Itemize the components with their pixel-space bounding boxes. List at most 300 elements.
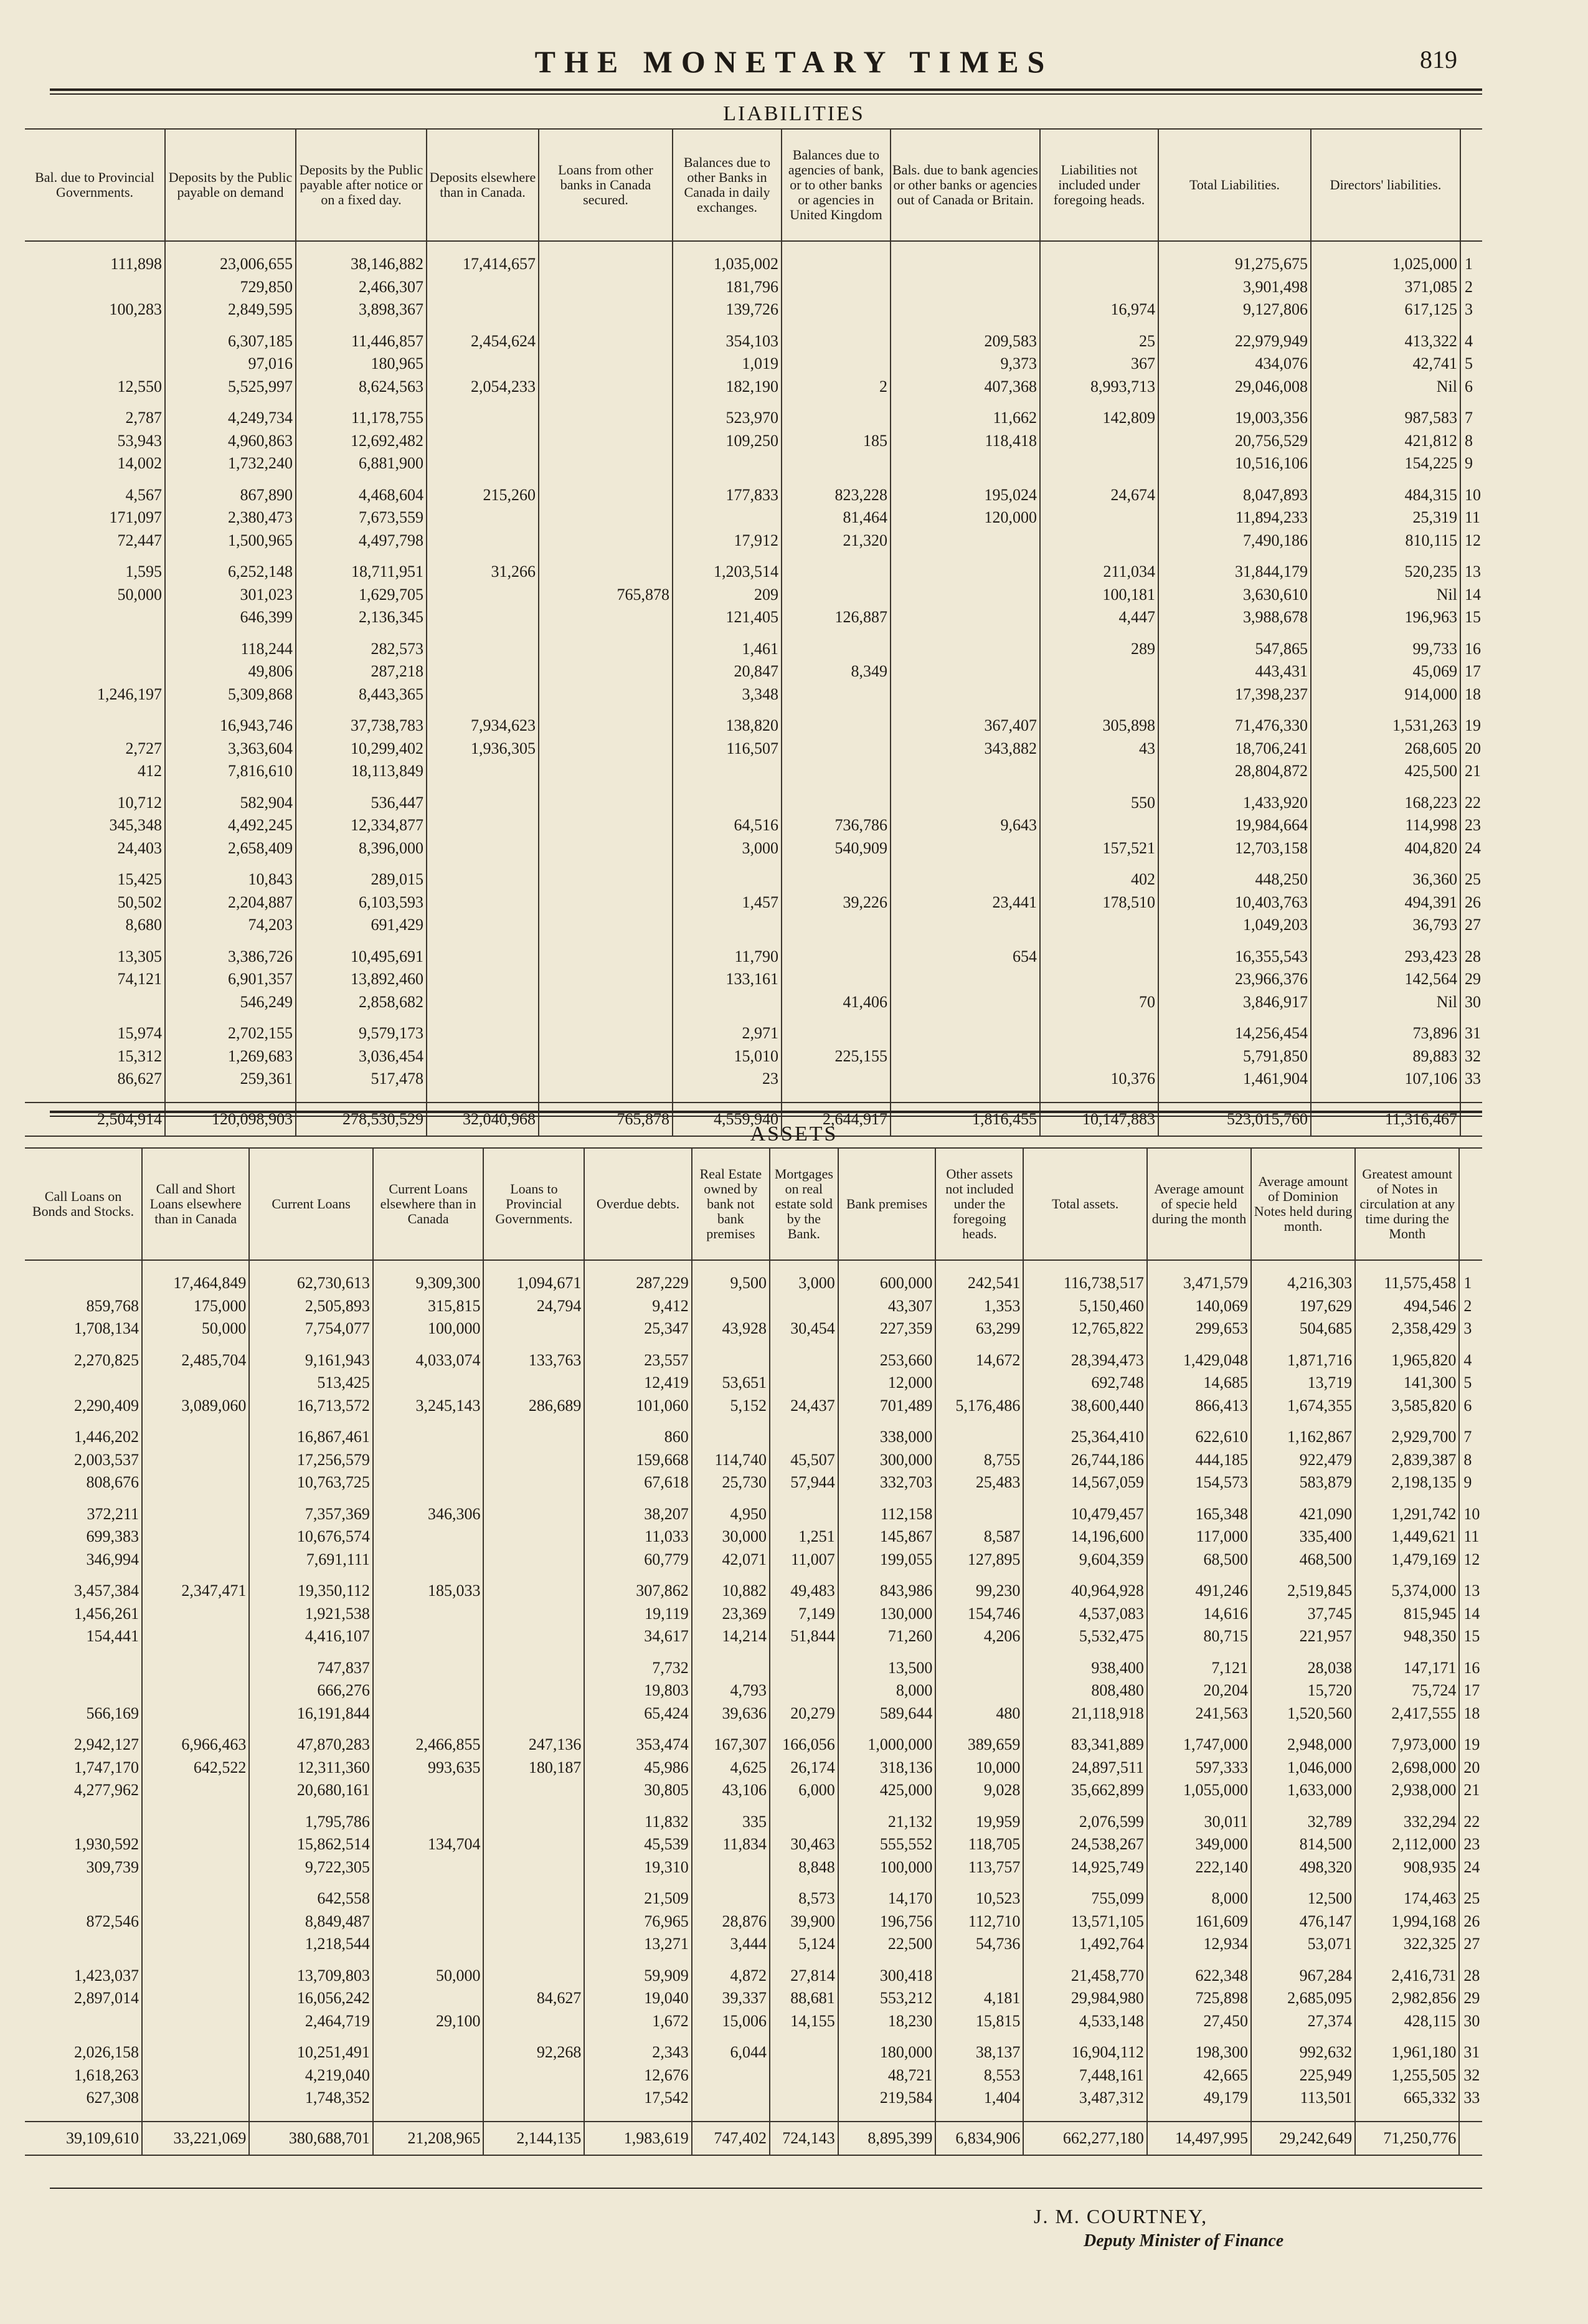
liabilities-cell [539,991,673,1014]
liabilities-cell: 434,076 [1158,353,1311,376]
liabilities-cell: 120,000 [891,506,1040,529]
gap-cell [891,398,1040,407]
liabilities-cell: 15,974 [25,1022,165,1045]
gap-cell [249,1417,372,1426]
assets-cell: 5,152 [692,1395,770,1418]
assets-cell: 71,260 [838,1625,936,1648]
liabilities-column-header: Deposits by the Public payable after notice or on a fixed day. [296,129,427,241]
assets-cell: 76,965 [584,1910,691,1933]
liabilities-cell: 1,457 [673,891,782,914]
liabilities-cell [427,298,539,321]
assets-cell: 566,169 [25,1702,142,1725]
gap-cell [296,1013,427,1022]
liabilities-cell: 10,376 [1040,1068,1158,1091]
liabilities-cell: 1,629,705 [296,584,427,607]
liabilities-cell [782,914,891,937]
liabilities-cell: 109,250 [673,430,782,453]
assets-cell: 1,633,000 [1251,1779,1355,1802]
row-number: 2 [1463,1296,1472,1315]
liabilities-cell: 41,406 [782,991,891,1014]
assets-cell: 13,709,803 [249,1965,372,1988]
assets-cell: 622,610 [1147,1426,1251,1449]
assets-cell: 84,627 [483,1987,584,2010]
assets-cell: 504,685 [1251,1317,1355,1340]
liabilities-column-header: Deposits by the Public payable on demand [165,129,296,241]
liabilities-cell: 413,322 [1311,330,1460,353]
gap-cell [1040,321,1158,330]
assets-cell: 1,965,820 [1355,1349,1459,1372]
gap-cell [373,1956,484,1965]
liabilities-cell: 31,266 [427,561,539,584]
row-number: 4 [1463,1350,1472,1369]
liabilities-cell [427,683,539,706]
assets-total-cell: 39,109,610 [25,2122,142,2155]
row-number: 28 [1465,947,1481,965]
liabilities-column-header: Bal. due to Provincial Governments. [25,129,165,241]
assets-cell [935,1372,1023,1395]
liabilities-row [25,638,1482,661]
assets-cell: 1,479,169 [1355,1549,1459,1572]
gap-cell [692,1725,770,1734]
liabilities-cell: 289,015 [296,868,427,891]
spacer-cell [539,1091,673,1103]
assets-cell: 19,803 [584,1679,691,1702]
gap-cell [1460,937,1482,946]
assets-cell: 21,458,770 [1023,1965,1146,1988]
assets-cell [142,1503,249,1526]
assets-cell [373,2087,484,2110]
liabilities-cell: 99,733 [1311,638,1460,661]
gap-cell [25,1648,142,1657]
assets-cell: 9,722,305 [249,1856,372,1879]
assets-cell: 34,617 [584,1625,691,1648]
liabilities-cell: 107,106 [1311,1068,1460,1091]
gap-cell [1311,860,1460,868]
assets-cell: 30,805 [584,1779,691,1802]
gap-cell [1023,2032,1146,2041]
assets-cell: 583,879 [1251,1471,1355,1494]
gap-cell [891,937,1040,946]
assets-total-cell: 71,250,776 [1355,2122,1459,2155]
assets-cell: 21,132 [838,1811,936,1834]
liabilities-cell: 50,502 [25,891,165,914]
gap-cell [373,1879,484,1887]
liabilities-cell [782,584,891,607]
assets-cell: 597,333 [1147,1757,1251,1780]
assets-cell: 45,507 [770,1449,838,1472]
gap-cell [1040,1013,1158,1022]
gap-cell [1460,1013,1482,1022]
spacer-cell [838,1260,936,1272]
assets-cell [483,1657,584,1680]
assets-row [25,1965,1482,1988]
gap-cell [25,937,165,946]
gap-cell [1460,552,1482,561]
assets-row [25,1603,1482,1626]
assets-cell [483,1603,584,1626]
assets-cell [142,1449,249,1472]
row-number: 1 [1463,1274,1472,1292]
assets-total-cell: 747,402 [692,2122,770,2155]
assets-cell: 3,444 [692,1933,770,1956]
assets-cell: 480 [935,1702,1023,1725]
liabilities-cell [782,792,891,815]
liabilities-cell: 21,320 [782,529,891,553]
gap-cell [142,1340,249,1349]
liabilities-cell [539,330,673,353]
liabilities-cell: 547,865 [1158,638,1311,661]
liabilities-cell: 15,425 [25,868,165,891]
gap-cell [1459,2032,1482,2041]
assets-cell: 165,348 [1147,1503,1251,1526]
assets-total-cell: 1,983,619 [584,2122,691,2155]
assets-cell: 7,121 [1147,1657,1251,1680]
assets-row [25,1757,1482,1780]
gap-cell [25,629,165,638]
liabilities-cell [673,868,782,891]
gap-cell [249,2032,372,2041]
liabilities-cell: 38,146,882 [296,253,427,276]
liabilities-row [25,683,1482,706]
liabilities-cell [427,529,539,553]
assets-cell: 627,308 [25,2087,142,2110]
assets-cell: 241,563 [1147,1702,1251,1725]
group-gap [25,1417,1482,1426]
assets-cell: 2,347,471 [142,1580,249,1603]
assets-cell: 65,424 [584,1702,691,1725]
assets-cell: 1,961,180 [1355,2041,1459,2064]
spacer-cell [483,1260,584,1272]
gap-cell [1355,1725,1459,1734]
liabilities-cell: 987,583 [1311,407,1460,430]
assets-cell: 372,211 [25,1503,142,1526]
spacer-cell [249,2110,372,2122]
liabilities-cell: 181,796 [673,276,782,299]
liabilities-cell: 139,726 [673,298,782,321]
liabilities-cell [673,760,782,783]
liabilities-row [25,792,1482,815]
liabilities-cell: 126,887 [782,606,891,629]
liabilities-row [25,353,1482,376]
gap-cell [249,1571,372,1580]
assets-cell: 1,618,263 [25,2064,142,2087]
liabilities-row [25,330,1482,353]
gap-cell [838,1417,936,1426]
liabilities-cell: 5,791,850 [1158,1045,1311,1068]
spacer-cell [142,2110,249,2122]
row-number: 25 [1465,870,1481,888]
gap-cell [1158,321,1311,330]
liabilities-cell: 2,787 [25,407,165,430]
liabilities-cell: 425,500 [1311,760,1460,783]
assets-cell: 1,520,560 [1251,1702,1355,1725]
liabilities-cell: 8,396,000 [296,837,427,860]
gap-cell [165,937,296,946]
gap-cell [1459,1571,1482,1580]
gap-cell [770,1417,838,1426]
gap-cell [1040,937,1158,946]
row-number: 18 [1463,1704,1480,1722]
row-number: 10 [1465,485,1481,504]
liabilities-cell [539,1045,673,1068]
liabilities-total-cell: 1,816,455 [891,1103,1040,1136]
assets-cell: 444,185 [1147,1449,1251,1472]
assets-cell: 113,757 [935,1856,1023,1879]
gap-cell [1355,1417,1459,1426]
liabilities-cell: 23,441 [891,891,1040,914]
assets-cell: 2,519,845 [1251,1580,1355,1603]
gap-cell [142,1417,249,1426]
row-number: 27 [1463,1935,1480,1953]
gap-cell [249,1956,372,1965]
assets-cell [373,2041,484,2064]
assets-cell: 25,347 [584,1317,691,1340]
assets-cell: 32,789 [1251,1811,1355,1834]
assets-cell: 8,755 [935,1449,1023,1472]
liabilities-cell [25,991,165,1014]
assets-cell: 21,118,918 [1023,1702,1146,1725]
gap-cell [838,2032,936,2041]
gap-cell [539,706,673,714]
assets-cell [142,1702,249,1725]
assets-cell [483,1317,584,1340]
assets-cell: 3,089,060 [142,1395,249,1418]
gap-cell [838,1956,936,1965]
liabilities-cell [1040,253,1158,276]
liabilities-cell: 8,680 [25,914,165,937]
gap-cell [296,398,427,407]
liabilities-row [25,484,1482,507]
gap-cell [1147,1956,1251,1965]
liabilities-total-cell: 2,644,917 [782,1103,891,1136]
assets-cell: 859,768 [25,1295,142,1318]
liabilities-cell: 73,896 [1311,1022,1460,1045]
liabilities-cell [1040,946,1158,969]
liabilities-cell: 74,121 [25,968,165,991]
liabilities-cell [539,837,673,860]
row-number: 15 [1463,1627,1480,1645]
row-number: 11 [1463,1527,1480,1545]
assets-cell: 287,229 [584,1272,691,1295]
liabilities-cell: 2,658,409 [165,837,296,860]
assets-cell: 553,212 [838,1987,936,2010]
liabilities-cell [782,1068,891,1091]
assets-cell [373,1426,484,1449]
gap-cell [142,1571,249,1580]
gap-cell [1023,1879,1146,1887]
row-number: 15 [1465,608,1481,626]
liabilities-cell: 11,178,755 [296,407,427,430]
liabilities-cell [891,660,1040,683]
assets-cell: 2,026,158 [25,2041,142,2064]
assets-cell: 338,000 [838,1426,936,1449]
assets-cell: 2,112,000 [1355,1833,1459,1856]
liabilities-cell [891,276,1040,299]
assets-cell: 555,552 [838,1833,936,1856]
assets-cell: 28,394,473 [1023,1349,1146,1372]
liabilities-row [25,276,1482,299]
gap-cell [373,1725,484,1734]
assets-cell: 6,000 [770,1779,838,1802]
gap-cell [1147,1802,1251,1811]
assets-cell [142,1549,249,1572]
assets-cell: 815,945 [1355,1603,1459,1626]
assets-cell [483,1779,584,1802]
gap-cell [1355,1802,1459,1811]
liabilities-cell: 86,627 [25,1068,165,1091]
assets-cell [770,2041,838,2064]
gap-cell [782,706,891,714]
gap-cell [483,1725,584,1734]
liabilities-total-cell: 10,147,883 [1040,1103,1158,1136]
assets-cell: 1,708,134 [25,1317,142,1340]
row-number: 14 [1465,585,1481,604]
assets-cell [142,1987,249,2010]
assets-total-cell: 33,221,069 [142,2122,249,2155]
assets-cell: 8,573 [770,1887,838,1910]
gap-cell [770,2032,838,2041]
liabilities-cell [1040,1022,1158,1045]
assets-cell: 16,867,461 [249,1426,372,1449]
gap-cell [1158,783,1311,792]
assets-cell: 808,480 [1023,1679,1146,1702]
row-number: 30 [1465,992,1481,1011]
gap-cell [891,321,1040,330]
liabilities-cell: 53,943 [25,430,165,453]
assets-column-header: Call Loans on Bonds and Stocks. [25,1148,142,1260]
liabilities-body [25,241,1482,1136]
gap-cell [539,552,673,561]
liabilities-cell: 367 [1040,353,1158,376]
gap-cell [935,1725,1023,1734]
gap-cell [25,1013,165,1022]
liabilities-cell: 11,662 [891,407,1040,430]
assets-cell: 2,466,855 [373,1734,484,1757]
gap-cell [1158,475,1311,484]
spacer-cell [1158,241,1311,253]
liabilities-cell: 211,034 [1040,561,1158,584]
assets-cell [373,1657,484,1680]
assets-cell: 4,206 [935,1625,1023,1648]
gap-cell [427,860,539,868]
gap-cell [1040,629,1158,638]
assets-total-cell: 662,277,180 [1023,2122,1146,2155]
assets-cell: 101,060 [584,1395,691,1418]
gap-cell [838,1725,936,1734]
liabilities-cell [539,561,673,584]
assets-cell: 19,040 [584,1987,691,2010]
gap-cell [25,398,165,407]
assets-cell: 2,464,719 [249,2010,372,2033]
liabilities-cell [25,638,165,661]
assets-cell [142,2064,249,2087]
group-gap [25,629,1482,638]
assets-cell [142,1657,249,1680]
liabilities-cell [673,991,782,1014]
spacer-cell [25,241,165,253]
gap-cell [25,706,165,714]
spacer-cell [483,2110,584,2122]
assets-column-header [1459,1148,1482,1260]
liabilities-cell: 646,399 [165,606,296,629]
liabilities-cell [539,1022,673,1045]
assets-cell: 2,290,409 [25,1395,142,1418]
assets-cell: 16,713,572 [249,1395,372,1418]
row-number: 7 [1465,409,1473,427]
assets-cell: 112,158 [838,1503,936,1526]
gap-cell [1460,398,1482,407]
gap-cell [142,1494,249,1503]
assets-cell: 16,191,844 [249,1702,372,1725]
assets-cell: 227,359 [838,1317,936,1340]
assets-cell: 843,986 [838,1580,936,1603]
assets-row [25,1349,1482,1372]
liabilities-header-row [25,129,1482,241]
liabilities-cell [891,452,1040,475]
row-number: 3 [1465,300,1473,318]
liabilities-cell: 19,003,356 [1158,407,1311,430]
row-number: 24 [1465,838,1481,857]
assets-cell: 28,876 [692,1910,770,1933]
assets-cell: 17,464,849 [142,1272,249,1295]
assets-cell: 421,090 [1251,1503,1355,1526]
assets-cell: 40,964,928 [1023,1580,1146,1603]
assets-cell: 992,632 [1251,2041,1355,2064]
gap-cell [1311,1013,1460,1022]
spacer-cell [1251,1260,1355,1272]
assets-cell: 54,736 [935,1933,1023,1956]
row-number: 21 [1463,1781,1480,1799]
assets-cell: 130,000 [838,1603,936,1626]
liabilities-cell: 23,006,655 [165,253,296,276]
liabilities-cell [427,914,539,937]
assets-cell: 10,251,491 [249,2041,372,2064]
liabilities-cell: 14,256,454 [1158,1022,1311,1045]
liabilities-cell [782,714,891,738]
assets-cell [935,1965,1023,1988]
assets-cell: 814,500 [1251,1833,1355,1856]
assets-cell [692,1856,770,1879]
liabilities-row [25,376,1482,399]
gap-cell [249,1340,372,1349]
gap-cell [891,783,1040,792]
liabilities-cell [427,968,539,991]
spacer-row [25,1260,1482,1272]
assets-cell: 39,900 [770,1910,838,1933]
gap-cell [1158,937,1311,946]
assets-cell: 141,300 [1355,1372,1459,1395]
gap-cell [673,475,782,484]
assets-row [25,1910,1482,1933]
assets-cell: 30,011 [1147,1811,1251,1834]
assets-cell: 8,849,487 [249,1910,372,1933]
gap-cell [483,1648,584,1657]
assets-cell: 725,898 [1147,1987,1251,2010]
assets-cell: 10,523 [935,1887,1023,1910]
assets-row [25,2041,1482,2064]
liabilities-cell [891,638,1040,661]
assets-cell: 1,930,592 [25,1833,142,1856]
liabilities-cell: 13,892,460 [296,968,427,991]
gap-cell [935,1802,1023,1811]
gap-cell [770,1340,838,1349]
group-gap [25,706,1482,714]
liabilities-cell: 1,035,002 [673,253,782,276]
assets-cell: 3,000 [770,1272,838,1295]
liabilities-cell [673,452,782,475]
spacer-cell [1147,1260,1251,1272]
assets-cell: 3,585,820 [1355,1395,1459,1418]
